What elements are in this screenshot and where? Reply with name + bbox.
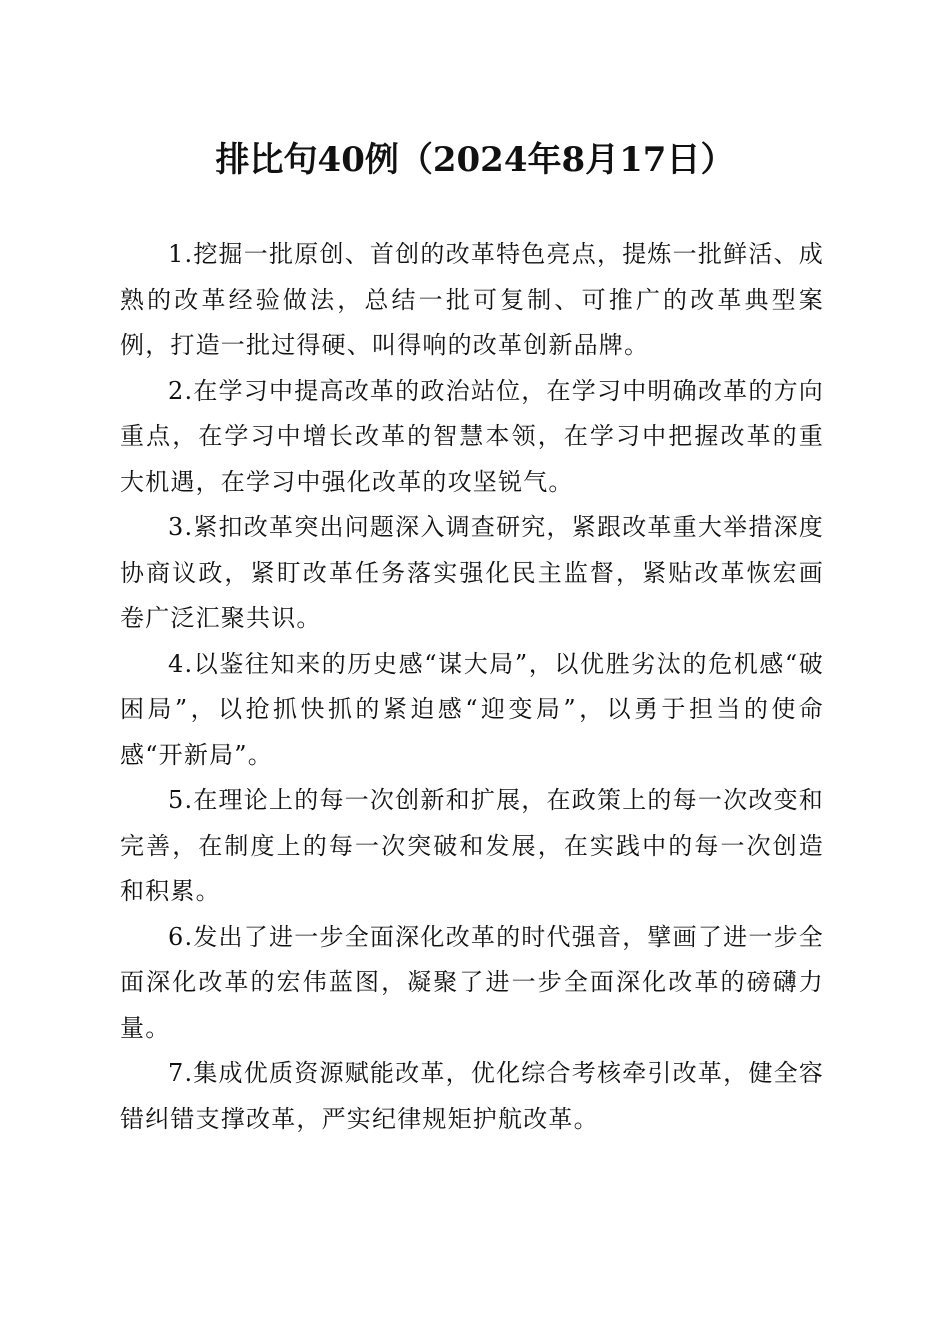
paragraph-5: 5.在理论上的每一次创新和扩展，在政策上的每一次改变和完善，在制度上的每一次突破和发展，在实践中的每一次创造和积累。 [120,786,824,905]
paragraph-3: 3.紧扣改革突出问题深入调查研究，紧跟改革重大举措深度协商议政，紧盯改革任务落实强化民主监督，紧贴改革恢宏画卷广泛汇聚共识。 [120,513,824,632]
document-title: 排比句40例（2024年8月17日） [215,140,735,180]
paragraph-7: 7.集成优质资源赋能改革，优化综合考核牵引改革，健全容错纠错支撑改革，严实纪律规矩护航改革。 [120,1059,824,1133]
paragraph-6: 6.发出了进一步全面深化改革的时代强音，擘画了进一步全面深化改革的宏伟蓝图，凝聚了进一步全面深化改革的磅礴力量。 [120,922,824,1042]
document-body [120,232,824,1142]
paragraph-4: 4.以鉴往知来的历史感“谋大局”，以优胜劣汰的危机感“破困局”，以抢抓快抓的紧迫感“迎变局”，以勇于担当的使命感“开新局”。 [120,649,824,769]
paragraph-2: 2.在学习中提高改革的政治站位，在学习中明确改革的方向重点，在学习中增长改革的智慧本领，在学习中把握改革的重大机遇，在学习中强化改革的攻坚锐气。 [120,376,824,496]
paragraph-1: 1.挖掘一批原创、首创的改革特色亮点，提炼一批鲜活、成熟的改革经验做法，总结一批可复制、可推广的改革典型案例，打造一批过得硬、叫得响的改革创新品牌。 [120,240,824,359]
